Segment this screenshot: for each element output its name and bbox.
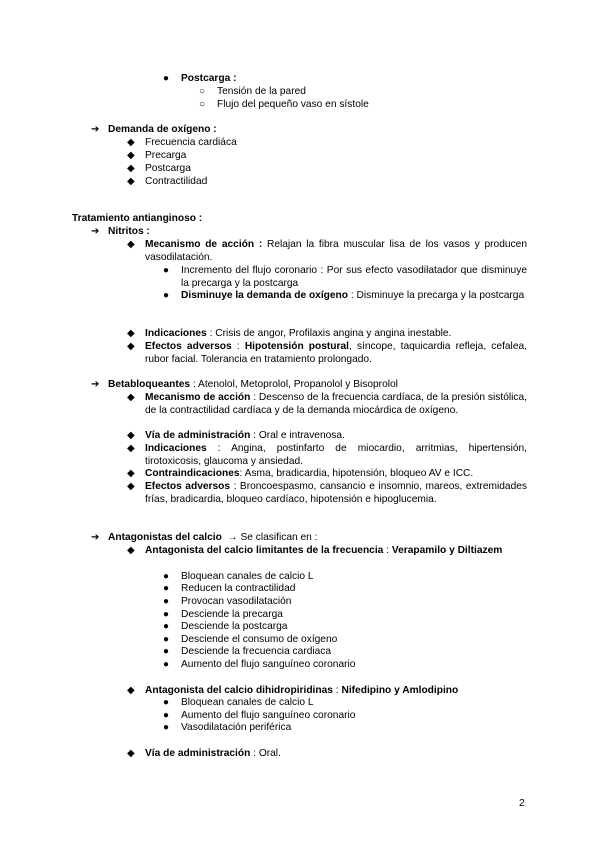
bullet-dot-icon: ●	[163, 710, 170, 721]
tratamiento-heading: Tratamiento antianginoso :	[72, 213, 203, 224]
bullet-dot-icon: ●	[163, 583, 170, 594]
bullet-dot-icon: ●	[163, 571, 170, 582]
list-item: Aumento del flujo sanguíneo coronario	[181, 659, 356, 670]
arrow-right-icon: ➔	[91, 379, 100, 390]
bullet-circle-icon: ○	[199, 99, 206, 110]
diamond-bullet-icon: ◆	[127, 150, 135, 161]
bullet-dot-icon: ●	[163, 609, 170, 620]
list-item: Bloquean canales de calcio L	[181, 697, 314, 708]
list-item: Vasodilatación periférica	[181, 722, 292, 733]
bullet-dot-icon: ●	[163, 697, 170, 708]
list-item: Aumento del flujo sanguíneo coronario	[181, 710, 356, 721]
list-item: Contractilidad	[145, 176, 208, 187]
arrow-right-icon: ➔	[91, 124, 100, 135]
nitritos-sub-item: Incremento del flujo coronario : Por sus efecto vasodilatador que disminuye la precarga y la postcarga	[181, 265, 527, 289]
diamond-bullet-icon: ◆	[127, 443, 135, 454]
nitritos-heading: Nitritos :	[108, 226, 150, 237]
arrow-right-icon: ➔	[91, 532, 100, 543]
list-item: Desciende la postcarga	[181, 621, 288, 632]
beta-mecanismo: Mecanismo de acción : Descenso de la frecuencia cardíaca, de la presión sistólica, de la contractilidad cardíaca y de la demanda miocárdica de oxígeno.	[145, 392, 527, 416]
list-item: Tensión de la pared	[217, 86, 306, 97]
list-item: Provocan vasodilatación	[181, 596, 292, 607]
diamond-bullet-icon: ◆	[127, 176, 135, 187]
bullet-dot-icon: ●	[163, 596, 170, 607]
list-item: Postcarga	[145, 163, 191, 174]
diamond-bullet-icon: ◆	[127, 239, 135, 250]
bullet-dot-icon: ●	[163, 290, 170, 301]
list-item: Desciende la precarga	[181, 609, 283, 620]
beta-indicaciones: Indicaciones : Angina, postinfarto de miocardio, arritmias, hipertensión, tirotoxicosis, glaucoma y ansiedad.	[145, 443, 527, 467]
nitritos-sub-item: Disminuye la demanda de oxígeno : Disminuye la precarga y la postcarga	[181, 290, 525, 301]
bullet-circle-icon: ○	[199, 86, 206, 97]
diamond-bullet-icon: ◆	[127, 685, 135, 696]
list-item: Reducen la contractilidad	[181, 583, 296, 594]
bullet-dot-icon: ●	[163, 659, 170, 670]
list-item: Desciende la frecuencia cardiaca	[181, 646, 332, 657]
diamond-bullet-icon: ◆	[127, 430, 135, 441]
diamond-bullet-icon: ◆	[127, 748, 135, 759]
bullet-dot-icon: ●	[163, 621, 170, 632]
list-item: Desciende el consumo de oxígeno	[181, 634, 338, 645]
antagonistas-dihidropiridinas: Antagonista del calcio dihidropiridinas : Nifedipino y Amlodipino	[145, 685, 459, 696]
beta-efectos: Efectos adversos : Broncoespasmo, cansancio e insomnio, mareos, extremidades frías, bradicardia, bloqueo cardíaco, hipotensión e hipoglucemia.	[145, 481, 527, 505]
postcarga-heading: Postcarga :	[181, 73, 237, 84]
beta-via: Vía de administración : Oral e intravenosa.	[145, 430, 345, 441]
nitritos-efectos: Efectos adversos : Hipotensión postural, síncope, taquicardia refleja, cefalea, rubor facial. Tolerancia en tratamiento prolongado.	[145, 341, 527, 365]
demanda-heading: Demanda de oxígeno :	[108, 124, 217, 135]
diamond-bullet-icon: ◆	[127, 481, 135, 492]
list-item: Flujo del pequeño vaso en sístole	[217, 99, 369, 110]
bullet-dot-icon: ●	[163, 634, 170, 645]
list-item: Precarga	[145, 150, 187, 161]
diamond-bullet-icon: ◆	[127, 392, 135, 403]
diamond-bullet-icon: ◆	[127, 545, 135, 556]
bullet-dot-icon: ●	[163, 265, 170, 276]
antagonistas-heading: Antagonistas del calcio → Se clasifican en :	[108, 532, 318, 543]
diamond-bullet-icon: ◆	[127, 468, 135, 479]
antagonistas-limitantes: Antagonista del calcio limitantes de la frecuencia : Verapamilo y Diltiazem	[145, 545, 503, 556]
diamond-bullet-icon: ◆	[127, 163, 135, 174]
nitritos-mecanismo: Mecanismo de acción : Relajan la fibra muscular lisa de los vasos y producen vasodilatación.	[145, 239, 527, 263]
arrow-right-icon: ➔	[91, 226, 100, 237]
bullet-dot-icon: ●	[163, 722, 170, 733]
diamond-bullet-icon: ◆	[127, 137, 135, 148]
nitritos-indicaciones: Indicaciones : Crisis de angor, Profilaxis angina y angina inestable.	[145, 328, 452, 339]
bullet-dot-icon: ●	[163, 646, 170, 657]
bullet-dot-icon: ●	[163, 73, 170, 84]
antagonistas-via: Vía de administración : Oral.	[145, 748, 281, 759]
diamond-bullet-icon: ◆	[127, 341, 135, 352]
beta-contraindicaciones: Contraindicaciones: Asma, bradicardia, hipotensión, bloqueo AV e ICC.	[145, 468, 474, 479]
list-item: Frecuencia cardiáca	[145, 137, 237, 148]
betabloqueantes-heading: Betabloqueantes : Atenolol, Metoprolol, Propanolol y Bisoprolol	[108, 379, 398, 390]
list-item: Bloquean canales de calcio L	[181, 571, 314, 582]
diamond-bullet-icon: ◆	[127, 328, 135, 339]
page-number: 2	[519, 797, 525, 809]
